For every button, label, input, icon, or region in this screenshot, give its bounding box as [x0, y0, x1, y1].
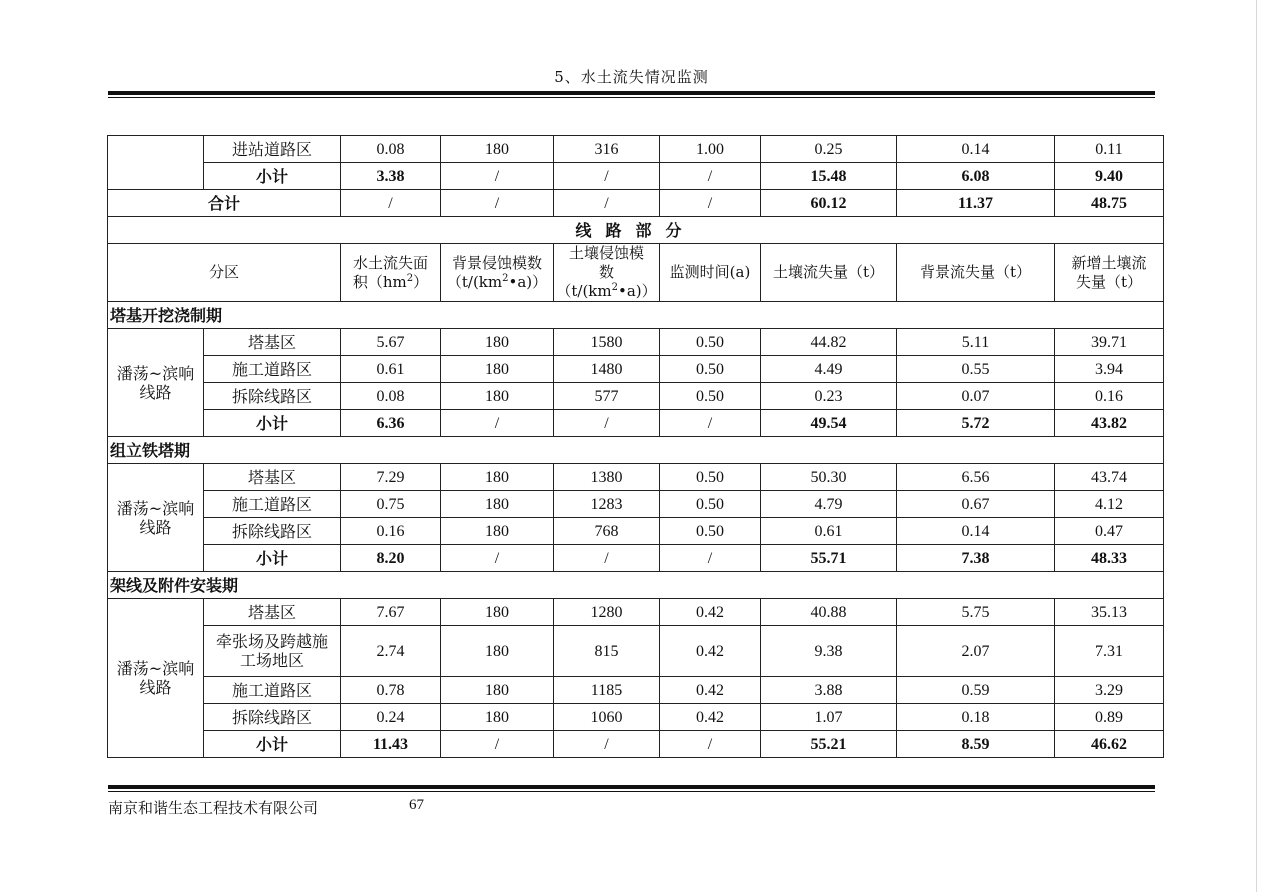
stage-title-row — [108, 437, 1164, 464]
area-cell: 11.43 — [341, 731, 441, 758]
soil-loss-cell: 0.25 — [761, 136, 897, 163]
new-loss-cell: 0.11 — [1055, 136, 1164, 163]
bg-loss-cell: 8.59 — [897, 731, 1055, 758]
time-cell: 0.50 — [660, 329, 761, 356]
new-loss-cell: 48.33 — [1055, 545, 1164, 572]
subtotal-row — [108, 545, 1164, 572]
stage-title-row — [108, 302, 1164, 329]
new-loss-cell: 7.31 — [1055, 626, 1164, 677]
stage-title: 架线及附件安装期 — [108, 572, 1164, 599]
stage-title: 组立铁塔期 — [108, 437, 1164, 464]
area-cell: 7.29 — [341, 464, 441, 491]
soil-modulus-cell: 1480 — [554, 356, 660, 383]
line-name-cell: 潘荡~滨响 线路 — [108, 329, 204, 437]
new-loss-cell: 46.62 — [1055, 731, 1164, 758]
table-row — [108, 383, 1164, 410]
blank-cell — [108, 136, 204, 190]
time-cell: / — [660, 190, 761, 217]
zone-cell: 塔基区 — [204, 599, 341, 626]
time-cell: 0.42 — [660, 677, 761, 704]
soil-loss-cell: 40.88 — [761, 599, 897, 626]
zone-cell: 施工道路区 — [204, 677, 341, 704]
soil-modulus-cell: 1185 — [554, 677, 660, 704]
table-row — [108, 704, 1164, 731]
bg-modulus-cell: 180 — [441, 491, 554, 518]
page-number: 67 — [409, 797, 424, 813]
soil-erosion-table — [107, 135, 1164, 758]
area-cell: 8.20 — [341, 545, 441, 572]
soil-loss-cell: 9.38 — [761, 626, 897, 677]
section-title-row — [108, 217, 1164, 244]
header-zone: 分区 — [108, 244, 341, 302]
bg-modulus-cell: / — [441, 410, 554, 437]
subtotal-label: 小计 — [204, 545, 341, 572]
soil-loss-cell: 1.07 — [761, 704, 897, 731]
subtotal-row — [108, 163, 1164, 190]
new-loss-cell: 48.75 — [1055, 190, 1164, 217]
bg-modulus-cell: 180 — [441, 356, 554, 383]
zone-cell: 塔基区 — [204, 329, 341, 356]
time-cell: 0.50 — [660, 356, 761, 383]
table-row — [108, 356, 1164, 383]
new-loss-cell: 35.13 — [1055, 599, 1164, 626]
time-cell: 0.42 — [660, 704, 761, 731]
table-row — [108, 329, 1164, 356]
soil-modulus-cell: 1380 — [554, 464, 660, 491]
total-row — [108, 190, 1164, 217]
bg-loss-cell: 0.14 — [897, 518, 1055, 545]
column-header-row — [108, 244, 1164, 302]
area-cell: 2.74 — [341, 626, 441, 677]
area-cell: 0.08 — [341, 383, 441, 410]
bg-loss-cell: 11.37 — [897, 190, 1055, 217]
header-time: 监测时间(a) — [660, 244, 761, 302]
area-cell: 0.08 — [341, 136, 441, 163]
table-row — [108, 491, 1164, 518]
subtotal-label: 小计 — [204, 163, 341, 190]
new-loss-cell: 43.82 — [1055, 410, 1164, 437]
soil-loss-cell: 60.12 — [761, 190, 897, 217]
header-soil-loss: 土壤流失量（t） — [761, 244, 897, 302]
table-row — [108, 599, 1164, 626]
time-cell: 0.42 — [660, 599, 761, 626]
bg-modulus-cell: 180 — [441, 383, 554, 410]
bg-modulus-cell: 180 — [441, 329, 554, 356]
area-cell: 0.78 — [341, 677, 441, 704]
page-edge-line — [1256, 0, 1257, 892]
soil-modulus-cell: 1060 — [554, 704, 660, 731]
area-cell: 0.75 — [341, 491, 441, 518]
table-row — [108, 464, 1164, 491]
bg-loss-cell: 0.14 — [897, 136, 1055, 163]
new-loss-cell: 43.74 — [1055, 464, 1164, 491]
table-row — [108, 518, 1164, 545]
bg-modulus-cell: 180 — [441, 704, 554, 731]
bg-modulus-cell: 180 — [441, 464, 554, 491]
stage-title: 塔基开挖浇制期 — [108, 302, 1164, 329]
area-cell: / — [341, 190, 441, 217]
bg-loss-cell: 0.67 — [897, 491, 1055, 518]
soil-loss-cell: 55.21 — [761, 731, 897, 758]
bg-loss-cell: 7.38 — [897, 545, 1055, 572]
bg-modulus-cell: / — [441, 163, 554, 190]
table-row — [108, 626, 1164, 677]
section-title: 线路部分 — [108, 217, 1164, 244]
zone-cell: 施工道路区 — [204, 491, 341, 518]
time-cell: 1.00 — [660, 136, 761, 163]
bg-loss-cell: 6.08 — [897, 163, 1055, 190]
area-cell: 0.61 — [341, 356, 441, 383]
bg-loss-cell: 0.18 — [897, 704, 1055, 731]
zone-cell: 牵张场及跨越施 工场地区 — [204, 626, 341, 677]
bg-modulus-cell: 180 — [441, 136, 554, 163]
total-label: 合计 — [108, 190, 341, 217]
zone-cell: 进站道路区 — [204, 136, 341, 163]
footer-rule-thin — [108, 791, 1155, 792]
subtotal-label: 小计 — [204, 410, 341, 437]
footer-rule-thick — [108, 785, 1155, 789]
soil-modulus-cell: / — [554, 163, 660, 190]
header-bg-modulus: 背景侵蚀模数 $(t/(km^2•a))$ — [441, 244, 554, 302]
zone-cell: 拆除线路区 — [204, 383, 341, 410]
soil-modulus-cell: 1580 — [554, 329, 660, 356]
time-cell: 0.50 — [660, 518, 761, 545]
zone-cell: 拆除线路区 — [204, 704, 341, 731]
subtotal-label: 小计 — [204, 731, 341, 758]
time-cell: / — [660, 731, 761, 758]
new-loss-cell: 4.12 — [1055, 491, 1164, 518]
soil-modulus-cell: 768 — [554, 518, 660, 545]
header-new-loss: 新增土壤流 失量（t） — [1055, 244, 1164, 302]
area-cell: 6.36 — [341, 410, 441, 437]
bg-modulus-cell: / — [441, 731, 554, 758]
header-soil-modulus: 土壤侵蚀模 数$(t/(km^2•a))$ — [554, 244, 660, 302]
new-loss-cell: 9.40 — [1055, 163, 1164, 190]
new-loss-cell: 3.94 — [1055, 356, 1164, 383]
bg-loss-cell: 0.55 — [897, 356, 1055, 383]
table-row — [108, 136, 1164, 163]
header-area: 水土流失面 积$(hm^2)$ — [341, 244, 441, 302]
subtotal-row — [108, 410, 1164, 437]
line-name-cell: 潘荡~滨响 线路 — [108, 599, 204, 758]
soil-modulus-cell: / — [554, 731, 660, 758]
new-loss-cell: 39.71 — [1055, 329, 1164, 356]
area-cell: 3.38 — [341, 163, 441, 190]
soil-modulus-cell: 1280 — [554, 599, 660, 626]
soil-modulus-cell: 1283 — [554, 491, 660, 518]
time-cell: 0.50 — [660, 383, 761, 410]
bg-loss-cell: 5.11 — [897, 329, 1055, 356]
line-name-cell: 潘荡~滨响 线路 — [108, 464, 204, 572]
area-cell: 0.24 — [341, 704, 441, 731]
soil-loss-cell: 44.82 — [761, 329, 897, 356]
time-cell: / — [660, 545, 761, 572]
header-rule-thin — [108, 97, 1155, 98]
soil-modulus-cell: 815 — [554, 626, 660, 677]
soil-modulus-cell: / — [554, 545, 660, 572]
zone-cell: 拆除线路区 — [204, 518, 341, 545]
soil-loss-cell: 4.79 — [761, 491, 897, 518]
page-header-title: 5、水土流失情况监测 — [554, 68, 709, 86]
zone-cell: 塔基区 — [204, 464, 341, 491]
new-loss-cell: 3.29 — [1055, 677, 1164, 704]
soil-loss-cell: 3.88 — [761, 677, 897, 704]
area-cell: 5.67 — [341, 329, 441, 356]
bg-modulus-cell: 180 — [441, 626, 554, 677]
zone-cell: 施工道路区 — [204, 356, 341, 383]
bg-loss-cell: 5.72 — [897, 410, 1055, 437]
bg-modulus-cell: 180 — [441, 677, 554, 704]
subtotal-row — [108, 731, 1164, 758]
bg-modulus-cell: 180 — [441, 599, 554, 626]
footer-company: 南京和谐生态工程技术有限公司 — [108, 799, 319, 817]
bg-modulus-cell: / — [441, 190, 554, 217]
stage-title-row — [108, 572, 1164, 599]
time-cell: 0.50 — [660, 491, 761, 518]
area-cell: 0.16 — [341, 518, 441, 545]
time-cell: / — [660, 163, 761, 190]
soil-loss-cell: 49.54 — [761, 410, 897, 437]
bg-loss-cell: 6.56 — [897, 464, 1055, 491]
header-rule-thick — [108, 91, 1155, 95]
bg-loss-cell: 5.75 — [897, 599, 1055, 626]
area-cell: 7.67 — [341, 599, 441, 626]
time-cell: 0.42 — [660, 626, 761, 677]
soil-loss-cell: 4.49 — [761, 356, 897, 383]
soil-modulus-cell: / — [554, 190, 660, 217]
time-cell: 0.50 — [660, 464, 761, 491]
header-bg-loss: 背景流失量（t） — [897, 244, 1055, 302]
soil-loss-cell: 15.48 — [761, 163, 897, 190]
soil-loss-cell: 50.30 — [761, 464, 897, 491]
bg-loss-cell: 2.07 — [897, 626, 1055, 677]
soil-loss-cell: 0.23 — [761, 383, 897, 410]
soil-loss-cell: 0.61 — [761, 518, 897, 545]
soil-modulus-cell: 316 — [554, 136, 660, 163]
new-loss-cell: 0.16 — [1055, 383, 1164, 410]
table-row — [108, 677, 1164, 704]
bg-modulus-cell: 180 — [441, 518, 554, 545]
soil-modulus-cell: / — [554, 410, 660, 437]
bg-modulus-cell: / — [441, 545, 554, 572]
bg-loss-cell: 0.07 — [897, 383, 1055, 410]
soil-modulus-cell: 577 — [554, 383, 660, 410]
time-cell: / — [660, 410, 761, 437]
new-loss-cell: 0.89 — [1055, 704, 1164, 731]
soil-loss-cell: 55.71 — [761, 545, 897, 572]
new-loss-cell: 0.47 — [1055, 518, 1164, 545]
bg-loss-cell: 0.59 — [897, 677, 1055, 704]
